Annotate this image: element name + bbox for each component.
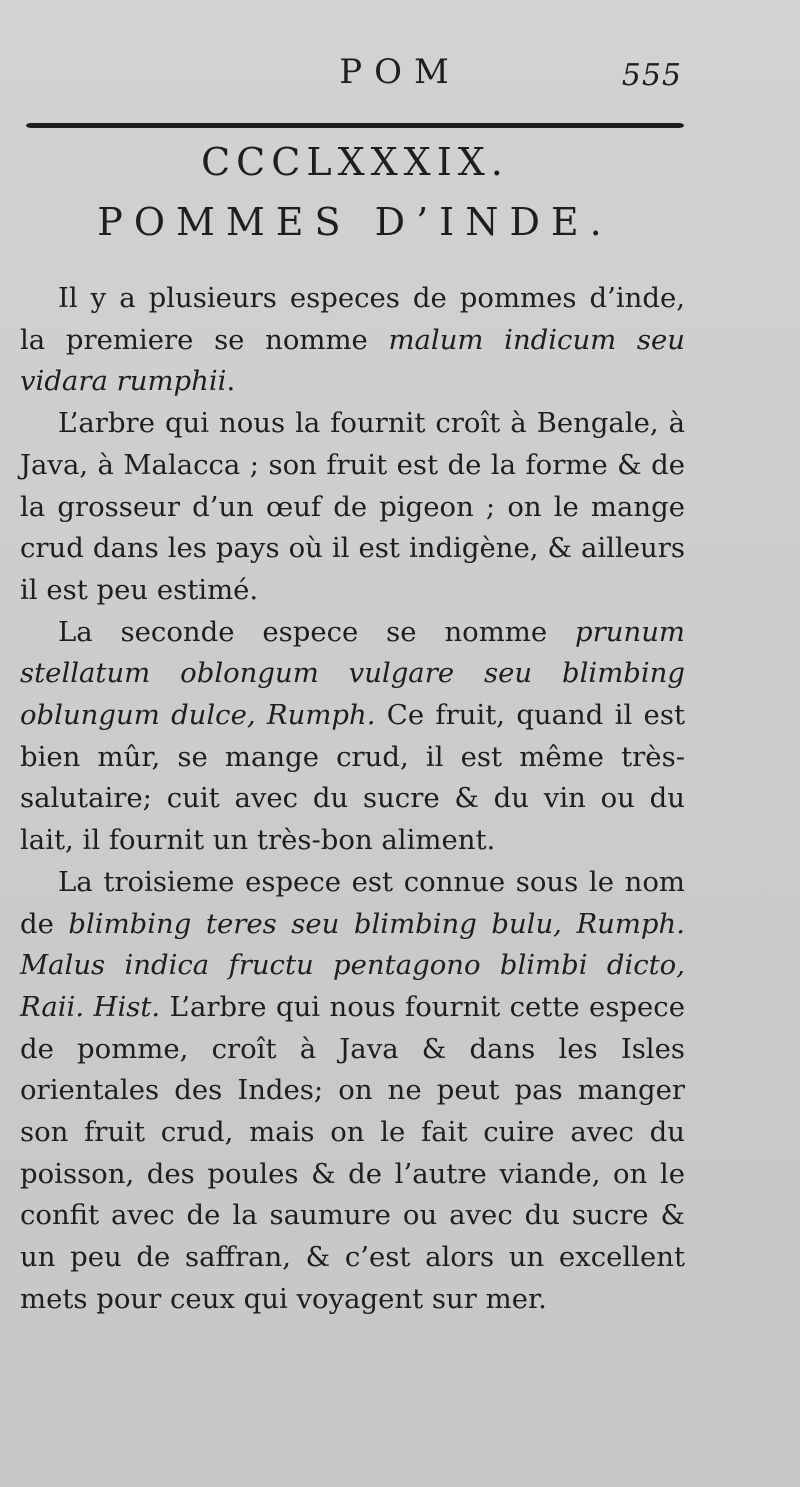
- paragraph-4-text-1: La troisieme espece est connue sous le nom de: [20, 865, 685, 940]
- running-title: POM: [339, 52, 461, 92]
- running-head: [0, 52, 800, 102]
- paragraph-3-text-2: Ce fruit, quand il est bien mûr, se mange crud, il est même très-salutaire; cuit avec du sucre & du vin ou du lait, il fournit un très-bon aliment.: [20, 699, 685, 857]
- paragraph-2: [20, 403, 685, 612]
- paragraph-3-latin-name: prunum stellatum oblongum vulgare seu blimbing oblungum dulce, Rumph.: [20, 615, 685, 732]
- article-body: [20, 278, 685, 1321]
- paragraph-1-latin-name: malum indicum seu vidara rumphii: [20, 323, 685, 398]
- paragraph-3-text-1: La seconde espece se nomme: [58, 615, 576, 648]
- paragraph-4: [20, 862, 685, 1321]
- paragraph-1-text-1: Il y a plusieurs especes de pommes d’inde, la premiere se nomme: [20, 282, 685, 356]
- paragraph-2-text-1: L’arbre qui nous la fournit croît à Bengale, à Java, à Malacca ; son fruit est de la forme & de la grosseur d’un œuf de pigeon ; on le mange crud dans les pays où il est indigène, & ailleurs il est peu estimé.: [20, 407, 685, 606]
- page-number: 555: [621, 58, 682, 93]
- paragraph-1-text-2: .: [226, 365, 236, 398]
- paragraph-3: [20, 612, 685, 862]
- paragraph-1: [20, 278, 685, 403]
- header-rule: [30, 123, 680, 128]
- paragraph-4-text-2: L’arbre qui nous fournit cette espece de pomme, croît à Java & dans les Isles orientales des Indes; on ne peut pas manger son fruit crud, mais on le fait cuire avec du poisson, des poules & de l’autre viande, on le confit avec de la saumure ou avec du sucre & un peu de saffran, & c’est alors un excellent mets pour ceux qui voyagent sur mer.: [20, 990, 685, 1315]
- article-title: POMMES D’INDE.: [97, 200, 613, 244]
- paragraph-4-latin-name: blimbing teres seu blimbing bulu, Rumph. Malus indica fructu pentagono blimbi dicto, Raii. Hist.: [20, 907, 685, 1023]
- article-number: CCCLXXXIX.: [201, 140, 509, 184]
